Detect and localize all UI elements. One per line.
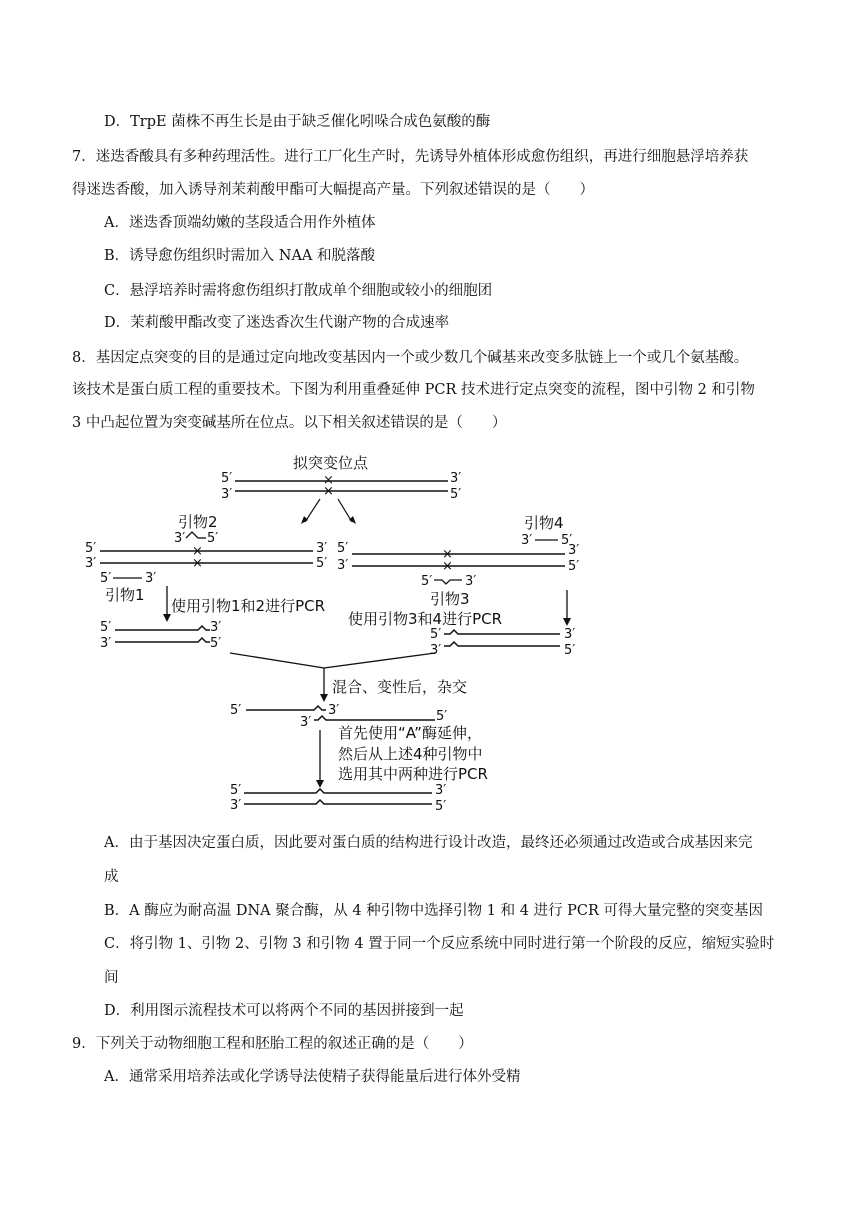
strand-end-label: 3′ <box>450 471 462 486</box>
extend-label-line1: 首先使用“A”酶延伸， <box>338 724 482 742</box>
mutation-mark: × <box>323 484 334 499</box>
q6-option-d: D．TrpE 菌株不再生长是由于缺乏催化吲哚合成色氨酸的酶 <box>104 114 491 130</box>
q8-option-c-line1: C．将引物 1、引物 2、引物 3 和引物 4 置于同一个反应系统中同时进行第一个阶段的反应，缩短实验时 <box>104 936 775 952</box>
pcr-primers-1-2-label: 使用引物1和2进行PCR <box>171 597 326 615</box>
strand-end-label: 5′ <box>568 559 580 574</box>
strand-end-label: 3′ <box>100 636 112 651</box>
extend-label-line3: 选用其中两种进行PCR <box>338 765 488 783</box>
strand-end-label: 5′ <box>85 541 97 556</box>
arrow-icon <box>320 694 328 702</box>
strand-end-label: 5′ <box>430 627 442 642</box>
strand-end-label: 3′ <box>337 558 349 573</box>
strand-end-label: 5′ <box>435 799 447 814</box>
strand-end-label: 5′ <box>436 709 448 724</box>
strand-end-label: 5′ <box>230 703 242 718</box>
mix-denature-hybridize-label: 混合、变性后，杂交 <box>332 678 468 696</box>
arrow-icon <box>338 499 352 522</box>
strand-end-label: 5′ <box>561 533 573 548</box>
q7-stem-line1: 7．迷迭香酸具有多种药理活性。进行工厂化生产时，先诱导外植体形成愈伤组织，再进行细胞悬浮培养获 <box>72 149 749 165</box>
arrow-icon <box>301 516 308 524</box>
overlap-pcr-diagram <box>80 448 600 820</box>
strand-end-label: 3′ <box>435 783 447 798</box>
strand-end-label: 5′ <box>421 574 433 589</box>
q7-option-b: B．诱导愈伤组织时需加入 NAA 和脱落酸 <box>104 248 376 264</box>
strand-end-label: 3′ <box>465 574 477 589</box>
mutation-mark: × <box>323 473 334 488</box>
strand-end-label: 5′ <box>230 783 242 798</box>
mutation-mark: × <box>442 559 453 574</box>
q8-option-a-line2: 成 <box>104 869 119 885</box>
strand-end-label: 3′ <box>316 541 328 556</box>
strand-end-label: 5′ <box>316 556 328 571</box>
strand-end-label: 5′ <box>100 620 112 635</box>
strand-end-label: 3′ <box>174 531 186 546</box>
primer-2-label: 引物2 <box>178 513 218 531</box>
q8-option-d: D．利用图示流程技术可以将两个不同的基因拼接到一起 <box>104 1003 464 1019</box>
mutation-mark: × <box>192 544 203 559</box>
strand-end-label: 5′ <box>207 531 219 546</box>
q7-option-c: C．悬浮培养时需将愈伤组织打散成单个细胞或较小的细胞团 <box>104 283 493 299</box>
strand-end-label: 5′ <box>210 636 222 651</box>
mutation-site-label: 拟突变位点 <box>293 454 369 472</box>
primer-3-label: 引物3 <box>430 590 470 608</box>
q8-option-c-line2: 间 <box>104 970 119 986</box>
q8-stem-line1: 8．基因定点突变的目的是通过定向地改变基因内一个或少数几个碱基来改变多肽链上一个或几个氨基酸。 <box>72 350 749 366</box>
primer-1-label: 引物1 <box>105 586 145 604</box>
q7-option-a: A．迷迭香顶端幼嫩的茎段适合用作外植体 <box>104 215 376 231</box>
arrow-icon <box>349 516 356 524</box>
q7-stem-line2: 得迷迭香酸，加入诱导剂茉莉酸甲酯可大幅提高产量。下列叙述错误的是（ ） <box>72 182 594 198</box>
q7-option-d: D．茉莉酸甲酯改变了迷迭香次生代谢产物的合成速率 <box>104 315 450 331</box>
mutation-mark: × <box>192 556 203 571</box>
strand-end-label: 3′ <box>564 627 576 642</box>
arrow-icon <box>316 780 324 788</box>
strand-end-label: 3′ <box>145 571 157 586</box>
q9-option-a: A．通常采用培养法或化学诱导法使精子获得能量后进行体外受精 <box>104 1069 521 1085</box>
pcr-primers-3-4-label: 使用引物3和4进行PCR <box>348 610 503 628</box>
strand-end-label: 5′ <box>100 571 112 586</box>
strand-end-label: 5′ <box>221 471 233 486</box>
strand-end-label: 3′ <box>328 703 340 718</box>
strand-end-label: 5′ <box>450 487 462 502</box>
strand-end-label: 5′ <box>564 643 576 658</box>
strand-end-label: 5′ <box>337 541 349 556</box>
strand-end-label: 3′ <box>300 715 312 730</box>
strand-end-label: 3′ <box>521 533 533 548</box>
strand-end-label: 3′ <box>85 556 97 571</box>
q9-stem: 9．下列关于动物细胞工程和胚胎工程的叙述正确的是（ ） <box>72 1036 473 1052</box>
arrow-icon <box>305 499 320 522</box>
strand-end-label: 3′ <box>568 543 580 558</box>
arrow-icon <box>563 618 571 626</box>
mutation-mark: × <box>442 547 453 562</box>
strand-end-label: 3′ <box>210 620 222 635</box>
primer-4-label: 引物4 <box>524 514 564 532</box>
strand-end-label: 3′ <box>221 487 233 502</box>
extend-label-line2: 然后从上述4种引物中 <box>338 745 483 763</box>
arrow-icon <box>163 614 171 622</box>
strand-end-label: 3′ <box>430 643 442 658</box>
q8-stem-line3: 3 中凸起位置为突变碱基所在位点。以下相关叙述错误的是（ ） <box>72 415 507 431</box>
q8-option-b: B．A 酶应为耐高温 DNA 聚合酶，从 4 种引物中选择引物 1 和 4 进行 PCR 可得大量完整的突变基因 <box>104 903 764 919</box>
q8-stem-line2: 该技术是蛋白质工程的重要技术。下图为利用重叠延伸 PCR 技术进行定点突变的流程，图中引物 2 和引物 <box>72 382 755 398</box>
q8-option-a-line1: A．由于基因决定蛋白质，因此要对蛋白质的结构进行设计改造，最终还必须通过改造或合成基因来完 <box>104 835 753 851</box>
strand-end-label: 3′ <box>230 798 242 813</box>
